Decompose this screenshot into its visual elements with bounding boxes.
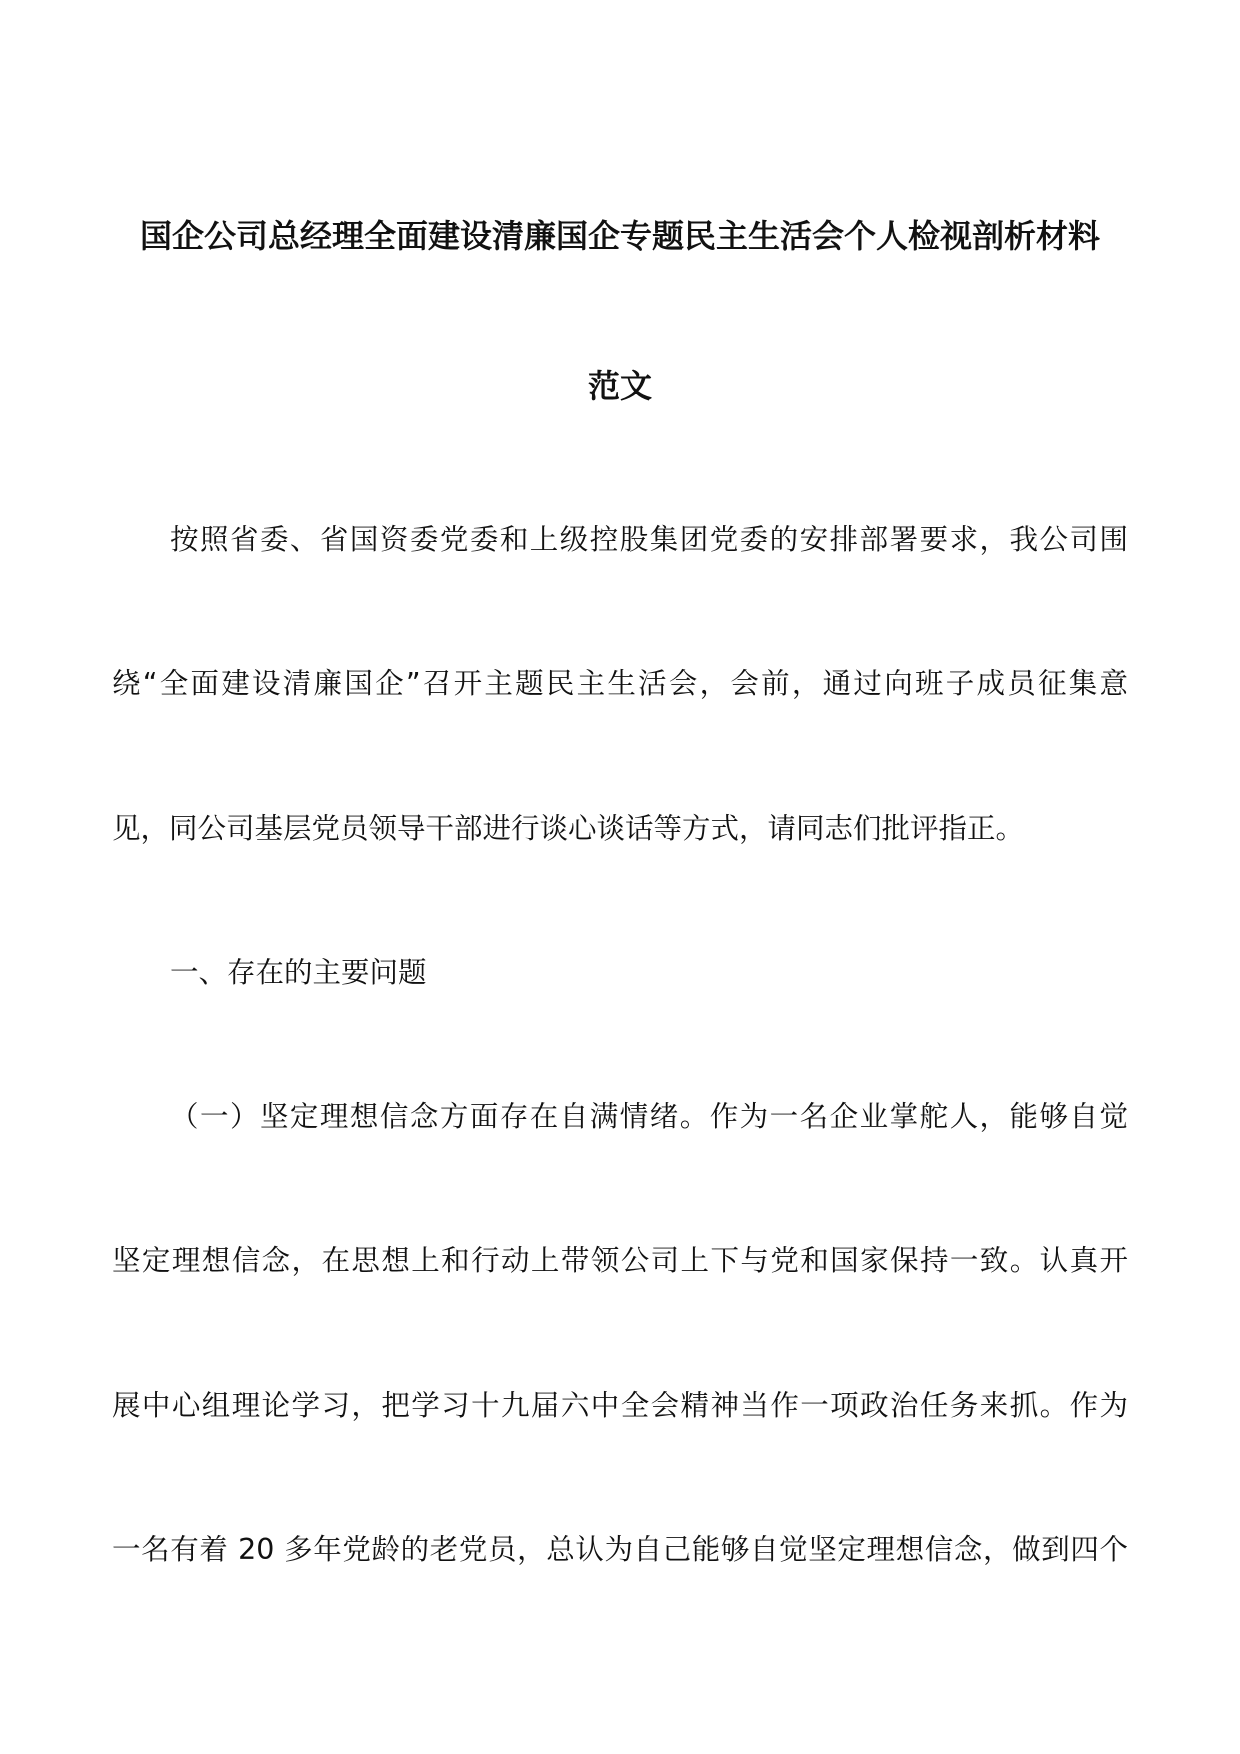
- paragraph-1-line-2: 绕“全面建设清廉国企”召开主题民主生活会，会前，通过向班子成员征集意: [112, 667, 1128, 700]
- paragraph-1-line-3: 见，同公司基层党员领导干部进行谈心谈话等方式，请同志们批评指正。: [112, 812, 1025, 845]
- paragraph-2-line-4: 一名有着 20 多年党龄的老党员，总认为自己能够自觉坚定理想信念，做到四个: [112, 1533, 1128, 1566]
- paragraph-2-line-2: 坚定理想信念，在思想上和行动上带领公司上下与党和国家保持一致。认真开: [112, 1244, 1128, 1277]
- paragraph-2-line-3: 展中心组理论学习，把学习十九届六中全会精神当作一项政治任务来抓。作为: [112, 1389, 1128, 1422]
- section-heading-1: 一、存在的主要问题: [170, 956, 427, 989]
- paragraph-2-line-1: （一）坚定理想信念方面存在自满情绪。作为一名企业掌舵人，能够自觉: [170, 1100, 1128, 1133]
- paragraph-1-line-1: 按照省委、省国资委党委和上级控股集团党委的安排部署要求，我公司围: [170, 523, 1128, 556]
- document-title-line-1: 国企公司总经理全面建设清廉国企专题民主生活会个人检视剖析材料: [139, 217, 1100, 255]
- document-title-line-2: 范文: [587, 367, 652, 405]
